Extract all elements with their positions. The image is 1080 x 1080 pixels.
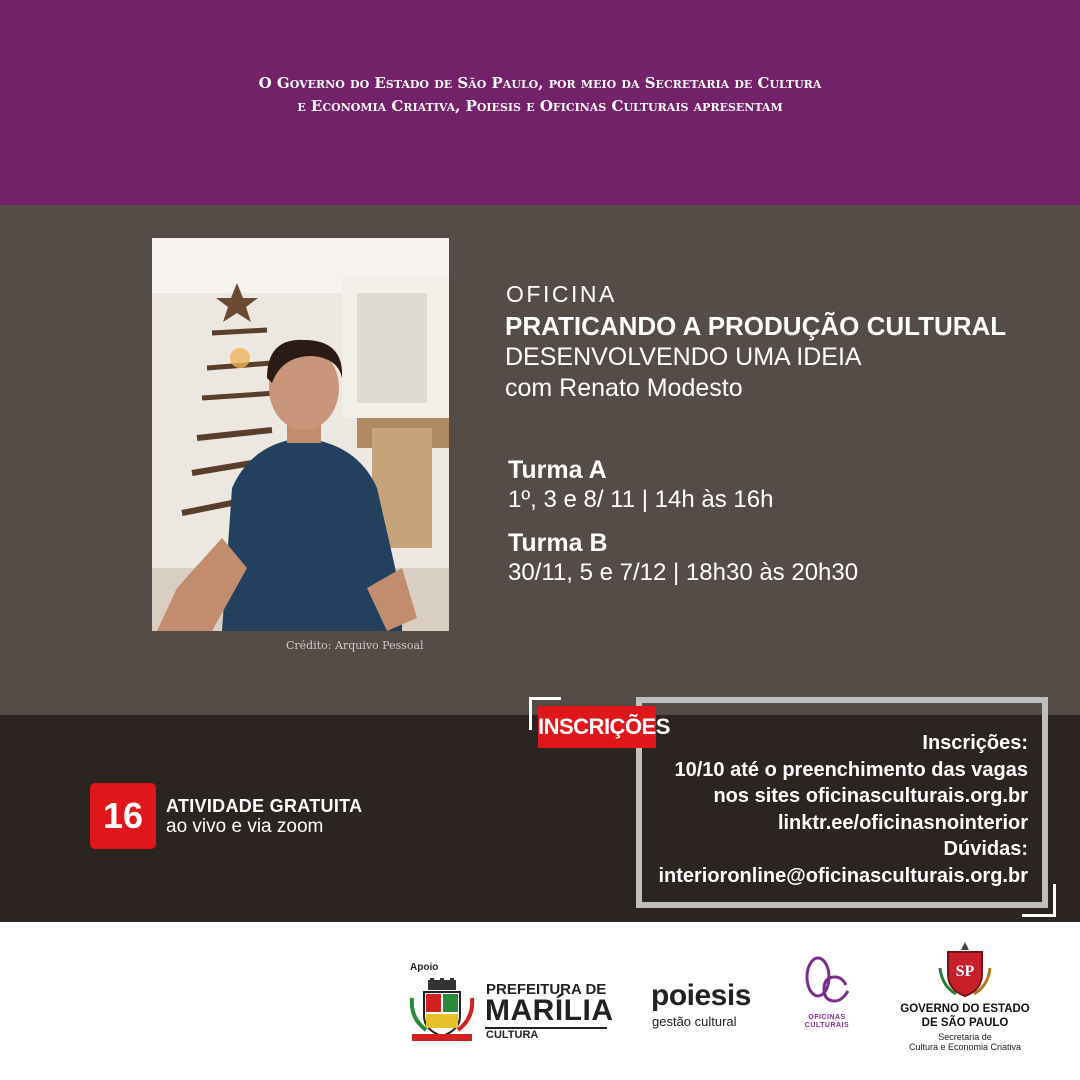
- class-b-dates: 30/11, 5 e 7/12 | 18h30 às 20h30: [508, 559, 859, 586]
- event-title: PRATICANDO A PRODUÇÃO CULTURAL: [505, 311, 1007, 341]
- sao-paulo-government-logo: [893, 1002, 1037, 1030]
- sp-line-1: GOVERNO DO ESTADO: [900, 1003, 1030, 1015]
- registration-email: interioronline@oficinasculturais.org.br: [658, 864, 1028, 887]
- instructor-photo: [152, 238, 449, 631]
- sp-line-3: Secretaria de: [938, 1032, 992, 1042]
- oficinas-culturais-logo: [788, 1014, 866, 1030]
- svg-text:SP: SP: [955, 963, 975, 980]
- registration-line: Inscrições:: [922, 732, 1028, 754]
- header-line-2: e Economia Criativa, Poiesis e Oficinas Culturais apresentam: [297, 97, 783, 115]
- class-a-name: Turma A: [508, 456, 607, 484]
- oc-line-2: CULTURAIS: [804, 1022, 850, 1029]
- support-label: Apoio: [410, 962, 439, 973]
- age-rating-badge: 16: [90, 783, 156, 849]
- oc-line-1: OFICINAS: [808, 1014, 846, 1021]
- registration-info: [658, 730, 1028, 889]
- event-kicker: OFICINA: [506, 281, 617, 307]
- registration-line: 10/10 até o preenchimento das vagas: [674, 758, 1028, 781]
- sp-line-4: Cultura e Economia Criativa: [908, 1042, 1022, 1052]
- marilia-line-2: MARÍLIA: [485, 994, 614, 1027]
- event-subtitle: DESENVOLVENDO UMA IDEIA: [505, 343, 862, 371]
- free-activity-label: ATIVIDADE GRATUITA: [166, 796, 363, 816]
- sao-paulo-coat-of-arms-icon: [938, 940, 992, 998]
- class-b-name: Turma B: [508, 529, 608, 557]
- event-author: com Renato Modesto: [505, 374, 743, 402]
- header-line-1: O Governo do Estado de São Paulo, por meio da Secretaria de Cultura: [258, 74, 822, 92]
- sp-line-2: DE SÃO PAULO: [921, 1017, 1009, 1029]
- registration-line: linktr.ee/oficinasnointerior: [777, 811, 1028, 834]
- header-text: [0, 72, 1080, 118]
- class-a-dates: 1º, 3 e 8/ 11 | 14h às 16h: [508, 486, 774, 513]
- registration-badge: INSCRIÇÕES: [538, 706, 656, 748]
- poiesis-tagline: gestão cultural: [652, 1014, 737, 1029]
- registration-line: Dúvidas:: [943, 838, 1028, 860]
- marilia-line-3: CULTURA: [486, 1029, 539, 1041]
- sp-secretariat: [893, 1032, 1037, 1052]
- poiesis-logo: poiesis: [651, 979, 751, 1012]
- live-zoom-label: ao vivo e via zoom: [166, 816, 324, 837]
- instructor-photo-illustration: [152, 238, 449, 631]
- registration-line: nos sites oficinasculturais.org.br: [713, 785, 1028, 807]
- marilia-coat-of-arms-icon: [408, 978, 476, 1042]
- photo-credit: Crédito: Arquivo Pessoal: [286, 639, 424, 652]
- marilia-line-1: PREFEITURA DE: [486, 981, 607, 998]
- oficinas-culturais-mark-icon: [802, 955, 852, 1011]
